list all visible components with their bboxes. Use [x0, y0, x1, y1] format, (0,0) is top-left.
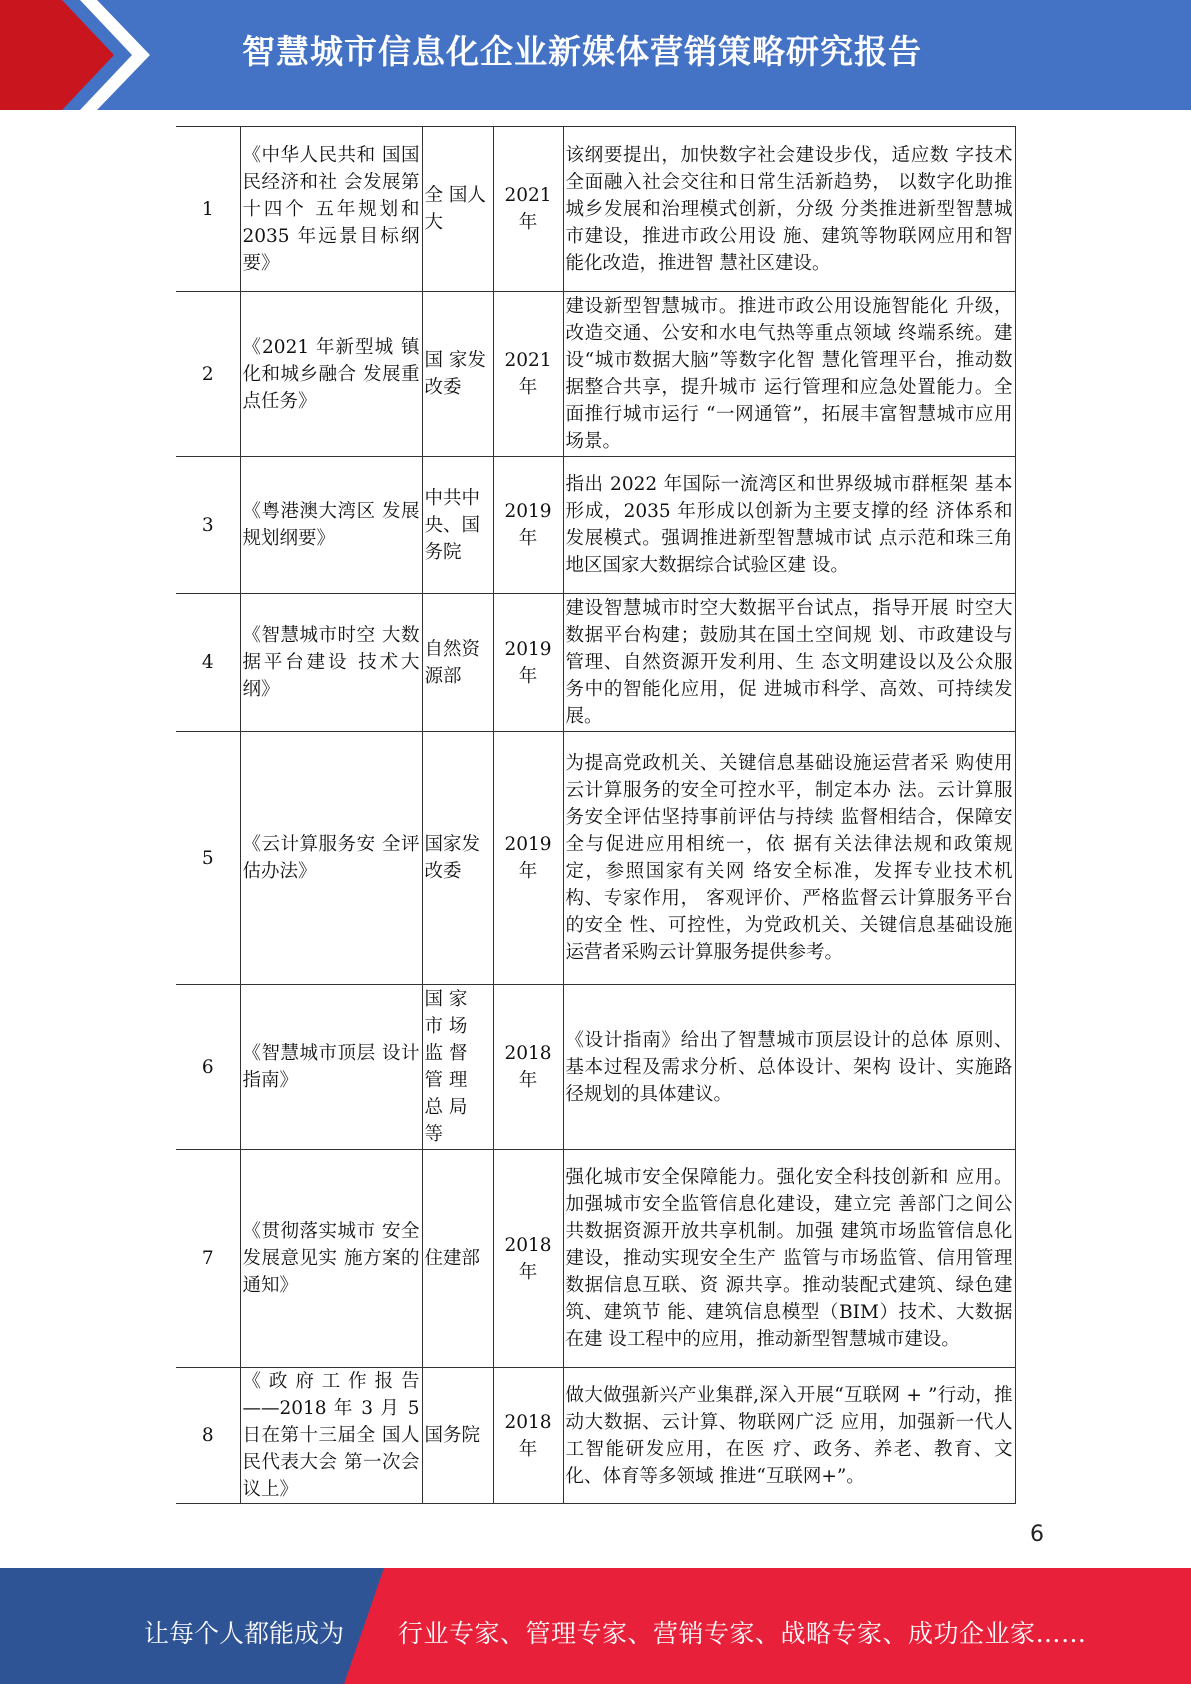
policy-title: 《贯彻落实城市 安全发展意见实 施方案的通知》 [240, 1150, 422, 1368]
issuing-authority: 中共中央、国务院 [422, 457, 493, 594]
issue-year: 2021年 [493, 292, 563, 457]
policy-description: 做大做强新兴产业集群,深入开展“互联网 + ”行动，推动大数据、云计算、物联网广泛 应用，加强新一代人工智能研发应用，在医 疗、政务、养老、教育、文化、体育等多领域 推进“互联网+”。 [563, 1368, 1015, 1504]
row-number: 8 [176, 1368, 240, 1504]
issuing-authority: 住建部 [422, 1150, 493, 1368]
policy-description: 建设智慧城市时空大数据平台试点，指导开展 时空大数据平台构建；鼓励其在国土空间规 划、市政建设与管理、自然资源开发利用、生 态文明建设以及公众服务中的智能化应用，促 进城市科学、高效、可持续发展。 [563, 594, 1015, 732]
policy-description: 该纲要提出，加快数字社会建设步伐，适应数 字技术全面融入社会交往和日常生活新趋势， 以数字化助推城乡发展和治理模式创新，分级 分类推进新型智慧城市建设，推进市政公用设 施、建筑等物联网应用和智能化改造，推进智 慧社区建设。 [563, 127, 1015, 292]
policy-description: 强化城市安全保障能力。强化安全科技创新和 应用。加强城市安全监管信息化建设，建立完 善部门之间公共数据资源开放共享机制。加强 建筑市场监管信息化建设，推动实现安全生产 监管与市场监管、信用管理数据信息互联、资 源共享。推动装配式建筑、绿色建筑、建筑节 能、建筑信息模型（BIM）技术、大数据在建 设工程中的应用，推动新型智慧城市建设。 [563, 1150, 1015, 1368]
policy-description: 建设新型智慧城市。推进市政公用设施智能化 升级，改造交通、公安和水电气热等重点领域 终端系统。建设“城市数据大脑”等数字化智 慧化管理平台，推动数据整合共享，提升城市 运行管理和应急处置能力。全面推行城市运行 “一网通管”，拓展丰富智慧城市应用场景。 [563, 292, 1015, 457]
issuing-authority: 国 家发 改委 [422, 292, 493, 457]
row-number: 3 [176, 457, 240, 594]
issuing-authority: 自然资源部 [422, 594, 493, 732]
issuing-authority: 全 国人大 [422, 127, 493, 292]
table-row [176, 985, 1015, 1150]
row-number: 4 [176, 594, 240, 732]
table-row [176, 1368, 1015, 1504]
policy-table [176, 126, 1016, 1504]
policy-table-container [176, 126, 1015, 1504]
policy-description: 《设计指南》给出了智慧城市顶层设计的总体 原则、基本过程及需求分析、总体设计、架构 设计、实施路径规划的具体建议。 [563, 985, 1015, 1150]
issue-year: 2019年 [493, 457, 563, 594]
policy-title: 《粤港澳大湾区 发展规划纲要》 [240, 457, 422, 594]
policy-title: 《中华人民共和 国国民经济和社 会发展第十四个 五年规划和 2035 年远景目标纲 要》 [240, 127, 422, 292]
row-number: 2 [176, 292, 240, 457]
row-number: 1 [176, 127, 240, 292]
policy-title: 《智慧城市时空 大数据平台建设 技术大纲》 [240, 594, 422, 732]
row-number: 6 [176, 985, 240, 1150]
issue-year: 2018年 [493, 1150, 563, 1368]
issuing-authority: 国 家 市 场 监 督 管 理 总 局 等 [422, 985, 493, 1150]
issue-year: 2019年 [493, 594, 563, 732]
page-footer [0, 1568, 1191, 1684]
footer-slogan-lead: 让每个人都能成为 [144, 1619, 345, 1648]
issuing-authority: 国家发改委 [422, 732, 493, 985]
table-row [176, 1150, 1015, 1368]
policy-title: 《2021 年新型城 镇化和城乡融合 发展重点任务》 [240, 292, 422, 457]
policy-title: 《 政 府 工 作 报 告 ——2018 年 3 月 5 日在第十三届全 国人民代表大会 第一次会议上》 [240, 1368, 422, 1504]
issuing-authority: 国务院 [422, 1368, 493, 1504]
page-header [0, 0, 1191, 110]
table-row [176, 457, 1015, 594]
issue-year: 2019年 [493, 732, 563, 985]
table-row [176, 292, 1015, 457]
document-title: 智慧城市信息化企业新媒体营销策略研究报告 [242, 32, 922, 71]
table-row [176, 594, 1015, 732]
policy-description: 为提高党政机关、关键信息基础设施运营者采 购使用云计算服务的安全可控水平，制定本办 法。云计算服务安全评估坚持事前评估与持续 监督相结合，保障安全与促进应用相统一，依 据有关法律法规和政策规定，参照国家有关网 络安全标准，发挥专业技术机构、专家作用， 客观评价、严格监督云计算服务平台的安全 性、可控性，为党政机关、关键信息基础设施 运营者采购云计算服务提供参考。 [563, 732, 1015, 985]
row-number: 5 [176, 732, 240, 985]
policy-description: 指出 2022 年国际一流湾区和世界级城市群框架 基本形成，2035 年形成以创新为主要支撑的经 济体系和发展模式。强调推进新型智慧城市试 点示范和珠三角地区国家大数据综合试验区建 设。 [563, 457, 1015, 594]
issue-year: 2021年 [493, 127, 563, 292]
issue-year: 2018年 [493, 1368, 563, 1504]
table-row [176, 127, 1015, 292]
row-number: 7 [176, 1150, 240, 1368]
policy-title: 《智慧城市顶层 设计指南》 [240, 985, 422, 1150]
policy-title: 《云计算服务安 全评估办法》 [240, 732, 422, 985]
footer-slogan-roles: 行业专家、管理专家、营销专家、战略专家、成功企业家…… [398, 1619, 1087, 1648]
issue-year: 2018年 [493, 985, 563, 1150]
table-row [176, 732, 1015, 985]
page-number: 6 [1030, 1522, 1044, 1547]
